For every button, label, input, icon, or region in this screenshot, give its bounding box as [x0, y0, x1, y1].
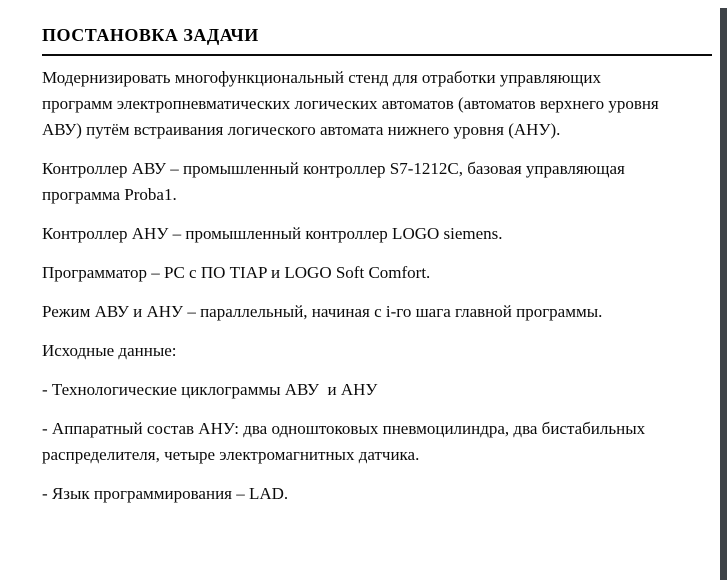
page-title: ПОСТАНОВКА ЗАДАЧИ — [42, 25, 259, 45]
paragraph-programmer: Программатор – PC с ПО TIAP и LOGO Soft Comfort. — [42, 262, 431, 282]
paragraph-hardware: - Аппаратный состав АНУ: два одноштоковых пневмоцилиндра, два бистабильных распределителя, четыре электромагнитных датчика. — [42, 418, 650, 464]
window-edge-scrollbar[interactable] — [720, 8, 727, 580]
document-body — [42, 65, 690, 507]
paragraph-initial-data-heading: Исходные данные: — [42, 340, 177, 360]
paragraph-mode: Режим АВУ и АНУ – параллельный, начиная с i-го шага главной программы. — [42, 301, 603, 321]
paragraph-language: - Язык программирования – LAD. — [42, 483, 289, 503]
paragraph-controller-avu: Контроллер АВУ – промышленный контроллер S7-1212C, базовая управляющая программа Proba1. — [42, 158, 630, 204]
paragraph-task: Модернизировать многофункциональный стенд для отработки управляющих программ электропневматических логических автоматов (автоматов верхнего уровня АВУ) путём встраивания логического автомата нижнего уровня (АНУ). — [42, 67, 664, 139]
paragraph-cyclograms: - Технологические циклограммы АВУ и АНУ — [42, 379, 378, 399]
title-underline — [42, 54, 712, 56]
paragraph-controller-anu: Контроллер АНУ – промышленный контроллер LOGO siemens. — [42, 223, 503, 243]
